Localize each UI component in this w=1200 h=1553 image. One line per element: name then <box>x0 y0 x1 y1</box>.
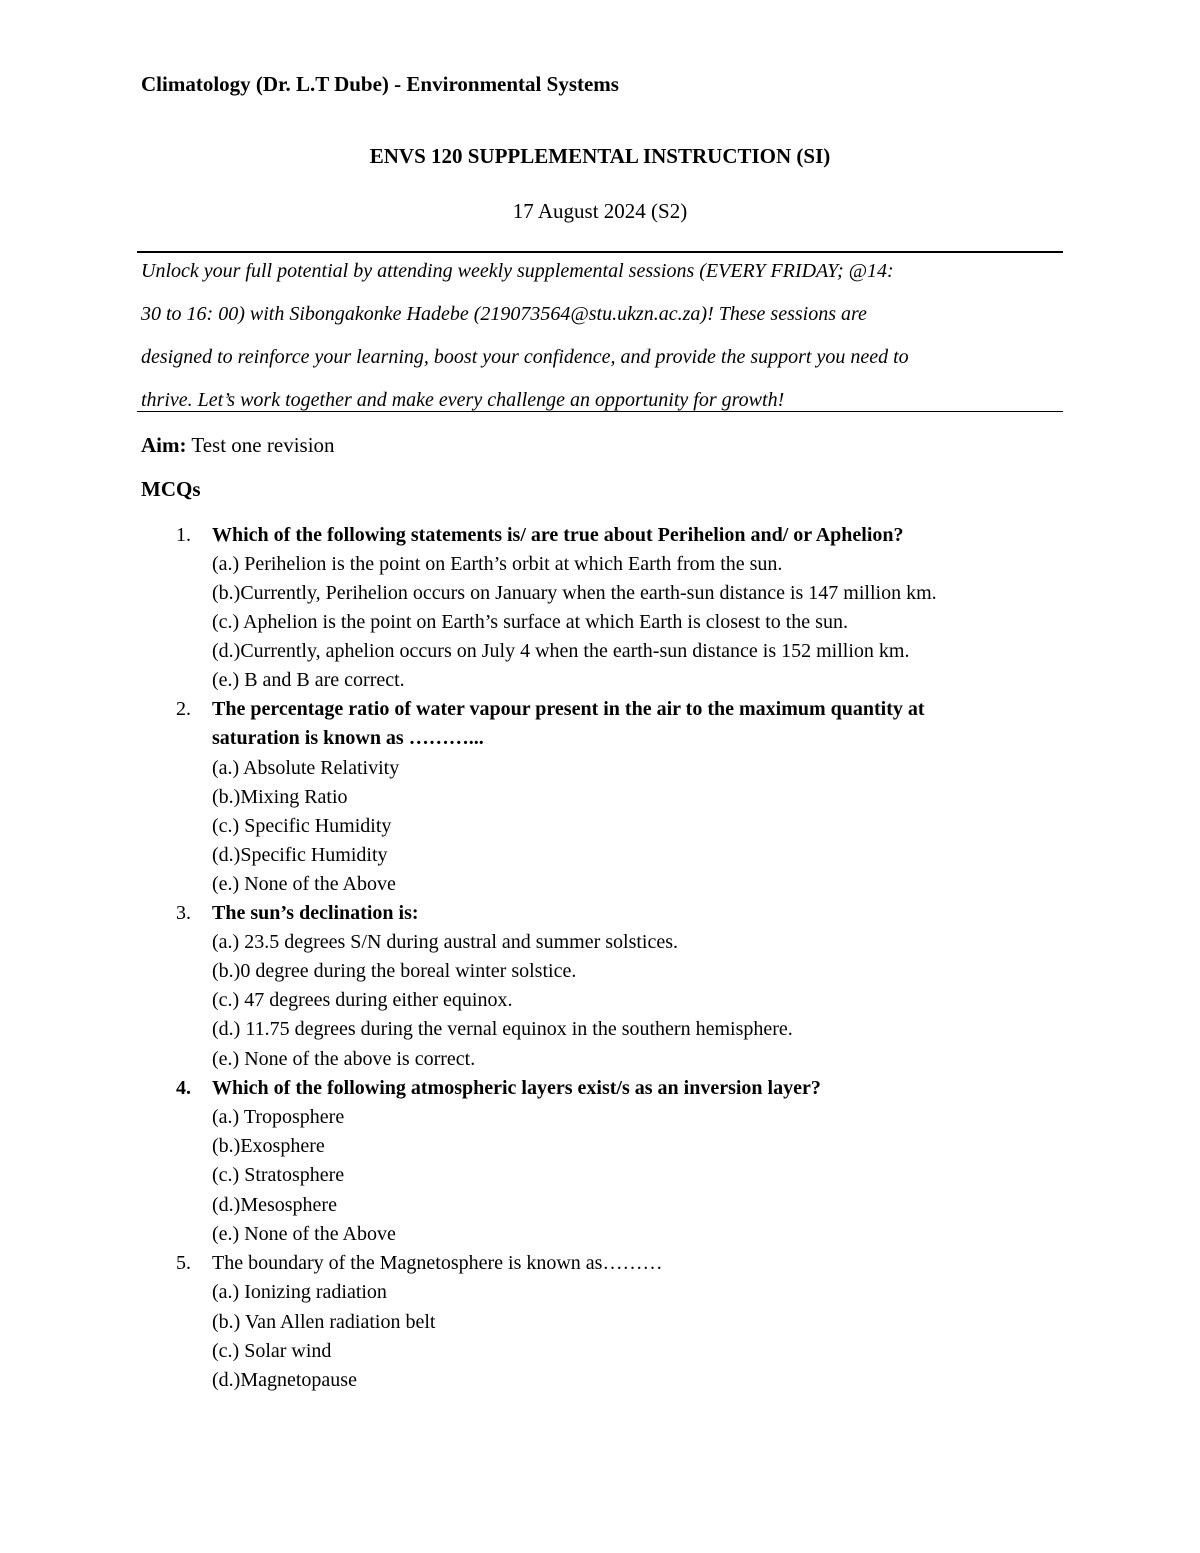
question-number: 4. <box>176 1077 191 1099</box>
promo-bottom-rule <box>137 411 1063 412</box>
answer-option: (a.) Absolute Relativity <box>212 757 400 779</box>
answer-option: (b.) Van Allen radiation belt <box>212 1311 436 1333</box>
promo-line: Unlock your full potential by attending weekly supplemental sessions (EVERY FRIDAY; @14: <box>141 260 894 282</box>
question-number: 1. <box>176 524 191 546</box>
answer-option: (e.) B and B are correct. <box>212 669 405 691</box>
question-text: saturation is known as ………... <box>212 727 484 749</box>
answer-option: (c.) Stratosphere <box>212 1164 345 1186</box>
answer-option: (c.) Aphelion is the point on Earth’s surface at which Earth is closest to the sun. <box>212 611 848 633</box>
answer-option: (b.)Mixing Ratio <box>212 786 348 808</box>
answer-option: (e.) None of the above is correct. <box>212 1048 476 1070</box>
promo-line: 30 to 16: 00) with Sibongakonke Hadebe (219073564@stu.ukzn.ac.za)! These sessions are <box>141 303 867 325</box>
question-text: The percentage ratio of water vapour present in the air to the maximum quantity at <box>212 698 925 720</box>
promo-line: thrive. Let’s work together and make every challenge an opportunity for growth! <box>141 389 785 411</box>
answer-option: (d.)Specific Humidity <box>212 844 388 866</box>
answer-option: (c.) Specific Humidity <box>212 815 392 837</box>
answer-option: (e.) None of the Above <box>212 873 396 895</box>
mcqs-heading: MCQs <box>141 477 201 501</box>
question-text: The sun’s declination is: <box>212 902 419 924</box>
answer-option: (d.)Magnetopause <box>212 1369 357 1391</box>
question-text: The boundary of the Magnetosphere is known as……… <box>212 1252 663 1274</box>
promo-top-rule <box>137 251 1063 253</box>
question-number: 2. <box>176 698 191 720</box>
answer-option: (c.) 47 degrees during either equinox. <box>212 989 513 1011</box>
aim-statement <box>141 433 335 458</box>
answer-option: (d.)Mesosphere <box>212 1194 337 1216</box>
answer-option: (a.) Troposphere <box>212 1106 345 1128</box>
question-number: 5. <box>176 1252 191 1274</box>
aim-text: Test one revision <box>186 433 335 457</box>
answer-option: (e.) None of the Above <box>212 1223 396 1245</box>
question-text: Which of the following atmospheric layers exist/s as an inversion layer? <box>212 1077 821 1099</box>
answer-option: (b.)Currently, Perihelion occurs on January when the earth-sun distance is 147 million km. <box>212 582 937 604</box>
answer-option: (b.)0 degree during the boreal winter solstice. <box>212 960 577 982</box>
answer-option: (b.)Exosphere <box>212 1135 325 1157</box>
answer-option: (a.) 23.5 degrees S/N during austral and summer solstices. <box>212 931 679 953</box>
answer-option: (a.) Perihelion is the point on Earth’s orbit at which Earth from the sun. <box>212 553 783 575</box>
question-number: 3. <box>176 902 191 924</box>
answer-option: (d.)Currently, aphelion occurs on July 4 when the earth-sun distance is 152 million km. <box>212 640 910 662</box>
course-header: Climatology (Dr. L.T Dube) - Environmental Systems <box>141 72 619 96</box>
aim-label: Aim: <box>141 433 187 457</box>
answer-option: (d.) 11.75 degrees during the vernal equinox in the southern hemisphere. <box>212 1018 793 1040</box>
promo-line: designed to reinforce your learning, boost your confidence, and provide the support you need to <box>141 346 909 368</box>
document-date: 17 August 2024 (S2) <box>512 199 688 223</box>
question-text: Which of the following statements is/ are true about Perihelion and/ or Aphelion? <box>212 524 904 546</box>
document-title: ENVS 120 SUPPLEMENTAL INSTRUCTION (SI) <box>369 144 831 168</box>
answer-option: (c.) Solar wind <box>212 1340 332 1362</box>
answer-option: (a.) Ionizing radiation <box>212 1281 387 1303</box>
